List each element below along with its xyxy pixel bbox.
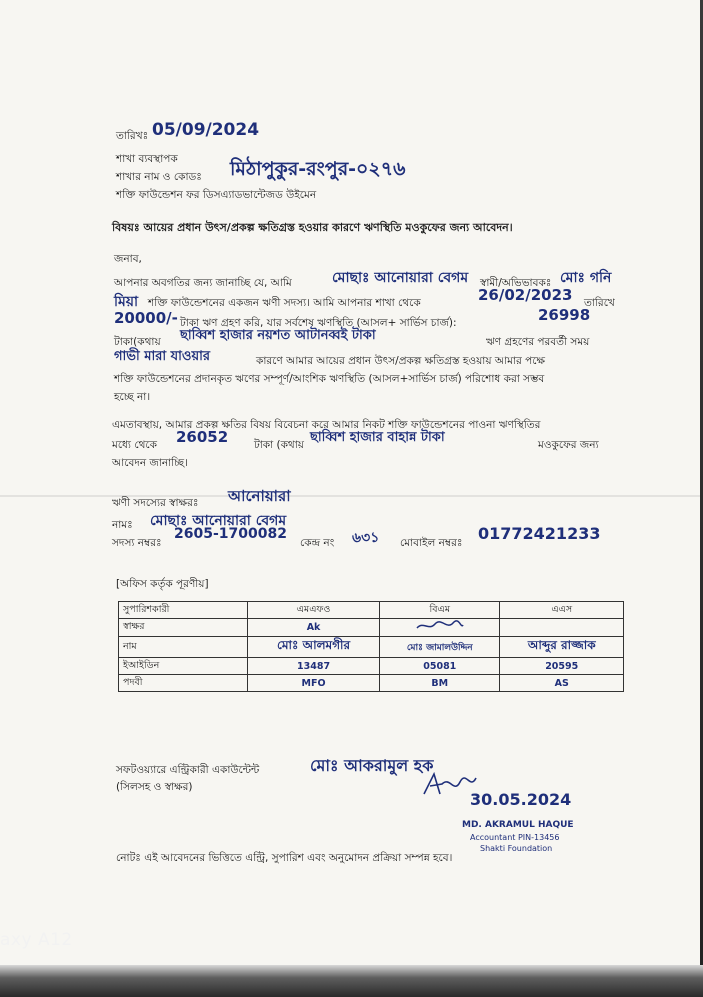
salutation: জনাব, [114,253,142,265]
bm-signature [380,619,500,637]
body-line3: টাকা ঋণ গ্রহণ করি, যার সর্বশেষ ঋণস্থিতি (আসল+ সার্ভিস চার্জ): [180,317,457,329]
waive-words-handwritten: ছাব্বিশ হাজার বাহান্ন টাকা [310,430,445,445]
row-label: পদবী [119,675,248,692]
cause-handwritten: গাভী মারা যাওয়ার [114,349,211,364]
mfo-signature: Ak [248,619,380,637]
mfo-designation: MFO [248,675,380,692]
as-signature [500,619,624,637]
mobile-label: মোবাইল নম্বরঃ [400,537,463,549]
office-table [118,601,624,692]
row-label: স্বাক্ষর [119,619,248,637]
para2-line3: আবেদন জানাচ্ছি। [112,457,188,469]
body-line4: কারণে আমার আয়ের প্রধান উৎস/প্রকল্প ক্ষতিগ্রস্ত হওয়ায় আমার পক্ষে [256,355,545,367]
office-row-designation [119,675,624,692]
subject-line: বিষয়ঃ আয়ের প্রধান উৎস/প্রকল্প ক্ষতিগ্রস্ত হওয়ার কারণে ঋণস্থিতি মওকুফের জন্য আবেদন। [112,221,513,234]
husband-name-handwritten: মোঃ গনি [560,270,612,286]
bm-signature-scribble [415,619,465,633]
mfo-name: মোঃ আলমগীর [248,637,380,658]
waive-amount-handwritten: 26052 [176,428,229,446]
loan-date-handwritten: 26/02/2023 [478,286,573,304]
office-row-id [119,658,624,675]
office-row-signature [119,619,624,637]
bm-designation: BM [380,675,500,692]
member-name-handwritten: মোছাঃ আনোয়ারা বেগম [332,270,469,286]
loan-amount-handwritten: 20000/- [114,309,178,327]
col-as: এএস [500,602,624,619]
row-label: নাম [119,637,248,658]
center-value: ৬৩১ [352,530,380,546]
paper-fold [0,495,700,497]
date-value: 05/09/2024 [152,120,260,140]
mfo-id: 13487 [248,658,380,675]
bm-id: 05081 [380,658,500,675]
applicant-signature: আনোয়ারা [228,487,291,505]
body-line2: শক্তি ফাউন্ডেশনের একজন ঋণী সদস্য। আমি আপনার শাখা থেকে [148,297,421,309]
mobile-value: 01772421233 [478,524,601,543]
para2-line1: এমতাবস্থায়, আমার প্রকল্প ক্ষতির বিষয় বিবেচনা করে আমার নিকট শক্তি ফাউন্ডেশনের পাওনা ঋণস্থিতির [112,419,541,431]
org-line: শক্তি ফাউন্ডেশন ফর ডিসএ্যাডভান্টেজড উইমেন [116,189,317,201]
member-no-label: সদস্য নম্বরঃ [112,537,162,549]
row-label: ইআইডিন [119,658,248,675]
col-mfo: এমএফও [248,602,380,619]
husband-name-cont: মিয়া [114,294,139,310]
date-suffix: তারিখে [584,297,615,309]
accountant-sublabel: (সিলসহ ও স্বাক্ষর) [116,781,193,793]
applicant-name-label: নামঃ [112,519,133,531]
device-watermark: axy A12 [0,930,73,950]
words-label: টাকা(কথায় [114,336,161,348]
branch-value: মিঠাপুকুর-রংপুর-০২৭৬ [230,158,406,180]
accountant-name-handwritten: মোঃ আকরামুল হক [310,756,434,775]
accountant-stamp-title: Accountant PIN-13456 [470,833,560,842]
photo-bottom-edge [0,965,703,997]
applicant-sig-label: ঋণী সদস্যের স্বাক্ষরঃ [112,497,199,509]
accountant-label: সফটওয়্যারে এন্ট্রিকারী একাউন্টেন্ট [116,764,260,776]
col-bm: বিএম [380,602,500,619]
as-name: আব্দুর রাজ্জাক [500,637,624,658]
member-no-value: 2605-1700082 [174,526,287,542]
accountant-stamp-org: Shakti Foundation [480,844,553,853]
office-section-label: [অফিস কর্তৃক পূরণীয়] [116,578,209,590]
col-recommender: সুপারিশকারী [119,602,248,619]
balance-handwritten: 26998 [538,306,591,324]
office-header-row [119,602,624,619]
footer-note: নোটঃ এই আবেদনের ভিত্তিতে এন্ট্রি, সুপারিশ এবং অনুমোদন প্রক্রিয়া সম্পন্ন হবে। [116,852,453,864]
body-line5: শক্তি ফাউন্ডেশনের প্রদানকৃত ঋণের সম্পূর্ণ/আংশিক ঋণস্থিতি (আসল+সার্ভিস চার্জ) পরিশোধ করা সম্ভব [114,373,545,385]
as-designation: AS [500,675,624,692]
amount-words-handwritten: ছাব্বিশ হাজার নয়শত আটানব্বই টাকা [180,328,376,343]
as-id: 20595 [500,658,624,675]
bm-name: মোঃ জামালউদ্দিন [380,637,500,658]
body-line1-prefix: আপনার অবগতির জন্য জানাচ্ছি যে, আমি [114,277,292,289]
accountant-date: 30.05.2024 [470,790,572,809]
husband-label: স্বামী/অভিভাবকঃ [480,277,552,289]
waive-suffix: মওকুফের জন্য [538,439,599,451]
para2-prefix: মধ্যে থেকে [112,439,157,451]
date-label: তারিখঃ [116,130,149,142]
waive-words-label: টাকা (কথায় [254,439,304,451]
body-line6: হচ্ছে না। [114,391,151,403]
manager-label: শাখা ব্যবস্থাপক [116,153,178,165]
branch-label: শাখার নাম ও কোডঃ [116,171,202,183]
applicant-name-value: মোছাঃ আনোয়ারা বেগম [150,513,287,529]
accountant-stamp-name: MD. AKRAMUL HAQUE [462,820,574,830]
center-label: কেন্দ্র নং [300,537,335,549]
after-loan-text: ঋণ গ্রহণের পরবর্তী সময় [486,336,590,348]
office-row-name [119,637,624,658]
